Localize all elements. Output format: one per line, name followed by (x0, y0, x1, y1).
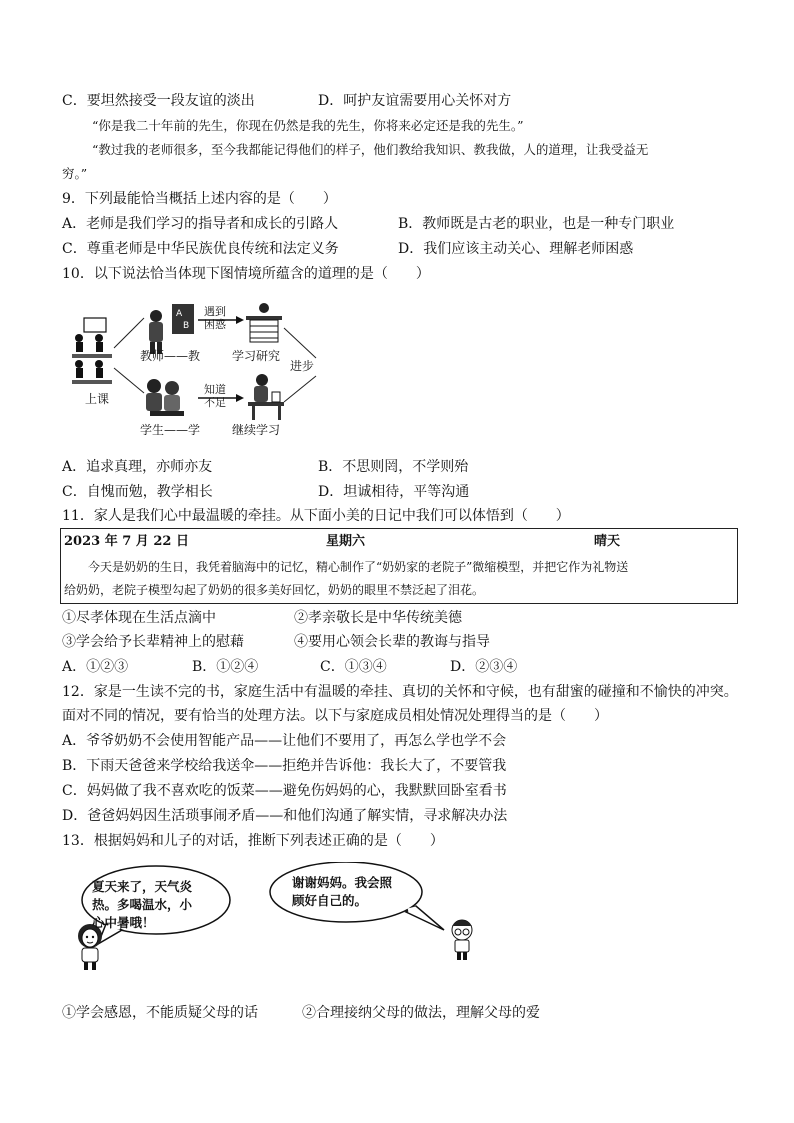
label-study-research: 学习研究 (232, 349, 281, 363)
quote-1: “你是我二十年前的先生，你现在仍然是我的先生，你将来必定还是我的先生。” (92, 118, 524, 133)
q11-option-d: D．②③④ (450, 659, 518, 675)
students-figure (146, 379, 184, 416)
q8-option-c: C．要坦然接受一段友谊的淡出 (62, 93, 255, 109)
q11-stem: 11．家人是我们心中最温暖的牵挂。从下面小美的日记中我们可以体悟到（ ） (62, 508, 570, 524)
label-encounter: 遇到 (204, 305, 226, 318)
diary-line-2: 给奶奶，老院子模型勾起了奶奶的很多美好回忆，奶奶的眼里不禁泛起了泪花。 (64, 583, 485, 597)
label-insufficient: 不足 (204, 396, 226, 409)
quote-2-line-2: 穷。” (62, 166, 88, 181)
label-confusion: 困惑 (204, 318, 226, 331)
q11-item-1: ①尽孝体现在生活点滴中 (62, 610, 216, 626)
mom-bubble-line-2: 热。多喝温水，小 (92, 897, 193, 912)
label-teacher-teach: 教师——教 (140, 349, 201, 363)
mom-bubble-line-1: 夏天来了，天气炎 (92, 879, 193, 894)
q11-option-b: B．①②④ (192, 659, 259, 675)
continue-learning-figure (248, 374, 284, 420)
q10-option-c: C．自愧而勉，教学相长 (62, 484, 213, 500)
label-student-learn: 学生——学 (140, 423, 201, 437)
q11-item-4: ④要用心领会长辈的教诲与指导 (294, 634, 490, 650)
q9-stem: 9．下列最能恰当概括上述内容的是（ ） (62, 191, 337, 207)
q10-option-a: A．追求真理，亦师亦友 (62, 459, 213, 475)
label-shangke: 上课 (85, 392, 110, 406)
diary-line-1: 今天是奶奶的生日，我凭着脑海中的记忆，精心制作了“奶奶家的老院子”微缩模型，并把它作为礼物送 (88, 560, 629, 574)
diary-weather: 晴天 (594, 534, 621, 549)
q10-option-d: D．坦诚相待，平等沟通 (318, 484, 470, 500)
q11-option-c: C．①③④ (320, 659, 387, 675)
quote-2-line-1: “教过我的老师很多，至今我都能记得他们的样子，他们教给我知识、教我做，人的道理，让我受益无 (92, 142, 649, 157)
q12-option-c: C．妈妈做了我不喜欢吃的饭菜——避免伤妈妈的心，我默默回卧室看书 (62, 783, 507, 799)
q9-option-a: A．老师是我们学习的指导者和成长的引路人 (62, 216, 339, 232)
son-figure (452, 920, 472, 960)
q9-option-d: D．我们应该主动关心、理解老师困惑 (398, 241, 634, 257)
q11-item-2: ②孝亲敬长是中华传统美德 (294, 610, 462, 626)
q13-item-2: ②合理接纳父母的做法，理解父母的爱 (302, 1005, 540, 1021)
label-know: 知道 (204, 383, 226, 396)
q11-option-a: A．①②③ (62, 659, 129, 675)
q12-stem-line-2: 面对不同的情况，要有恰当的处理方法。以下与家庭成员相处情况处理得当的是（ ） (62, 708, 608, 724)
q12-option-b: B．下雨天爸爸来学校给我送伞——拒绝并告诉他：我长大了，不要管我 (62, 758, 507, 774)
son-bubble-line-1: 谢谢妈妈。我会照 (292, 875, 393, 890)
q9-option-c: C．尊重老师是中华民族优良传统和法定义务 (62, 241, 339, 257)
label-progress: 进步 (290, 359, 315, 373)
q12-option-a: A．爷爷奶奶不会使用智能产品——让他们不要用了，再怎么学也学不会 (62, 733, 507, 749)
q13-stem: 13．根据妈妈和儿子的对话，推断下列表述正确的是（ ） (62, 833, 444, 849)
diary-weekday: 星期六 (326, 534, 366, 549)
son-bubble-line-2: 顾好自己的。 (292, 893, 368, 908)
q10-option-b: B．不思则罔，不学则殆 (318, 459, 469, 475)
diary-date: 2023 年 7 月 22 日 (64, 534, 189, 549)
label-continue-learning: 继续学习 (232, 423, 281, 437)
q10-stem: 10．以下说法恰当体现下图情境所蕴含的道理的是（ ） (62, 266, 430, 282)
study-research-figure (246, 303, 282, 342)
q8-option-d: D．呵护友谊需要用心关怀对方 (318, 93, 512, 109)
q9-option-b: B．教师既是古老的职业，也是一种专门职业 (398, 216, 675, 232)
mom-bubble-line-3: 心中暑哦！ (92, 915, 155, 930)
q12-stem-line-1: 12．家是一生读不完的书，家庭生活中有温暖的牵挂、真切的关怀和守候，也有甜蜜的碰撞和不愉快的冲突。 (62, 684, 738, 700)
board-letter-b: B (183, 321, 190, 331)
board-letter-a: A (176, 309, 183, 319)
classroom-picture (72, 318, 112, 384)
q12-option-d: D．爸爸妈妈因生活琐事闹矛盾——和他们沟通了解实情，寻求解决办法 (62, 808, 508, 824)
q13-item-1: ①学会感恩，不能质疑父母的话 (62, 1005, 258, 1021)
q11-item-3: ③学会给予长辈精神上的慰藉 (62, 634, 244, 650)
